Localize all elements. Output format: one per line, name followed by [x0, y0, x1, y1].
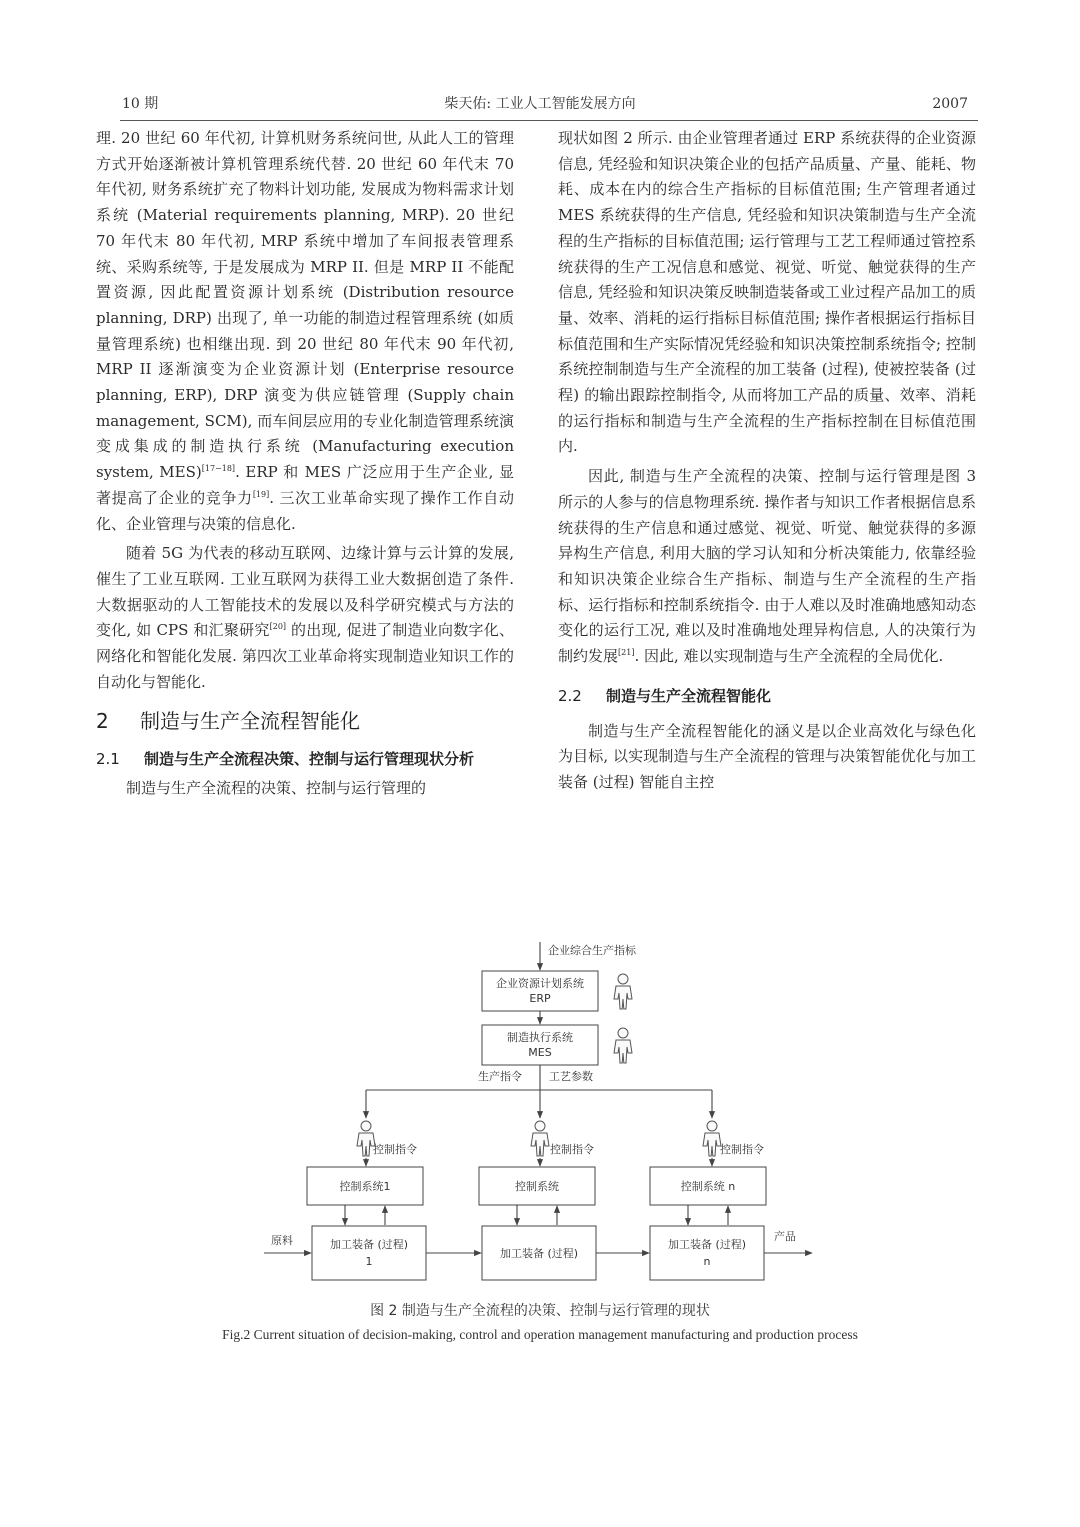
- process-parameters-label: 工艺参数: [549, 1070, 593, 1083]
- control-command-label: 控制指令: [373, 1143, 417, 1156]
- header-rule: [120, 120, 978, 121]
- issue-number: 10 期: [122, 96, 159, 112]
- running-title: 柴天佑: 工业人工智能发展方向: [444, 96, 636, 112]
- production-manager-person-icon: [614, 1028, 632, 1063]
- paragraph: 因此, 制造与生产全流程的决策、控制与运行管理是图 3 所示的人参与的信息物理系统. 操作者与知识工作者根据信息系统获得的生产信息和通过感觉、视觉、听觉、触觉获得的多源异构生产信息, 利用大脑的学习认知和分析决策能力, 依靠经验和知识决策企业综合生产指标、制造与生产全流程的生产指标、运行指标和控制系统指令. 由于人难以及时准确地感知动态变化的运行工况, 难以及时准确地处理异构信息, 人的决策行为制约发展[21]. 因此, 难以实现制造与生产全流程的全局优化.: [558, 467, 976, 666]
- page-number: 2007: [932, 96, 968, 112]
- product-label: 产品: [774, 1230, 796, 1243]
- citation: [17−18]: [201, 464, 236, 474]
- paragraph: 制造与生产全流程的决策、控制与运行管理的: [126, 779, 427, 798]
- citation: [21]: [618, 648, 635, 658]
- control-system-n-label: 控制系统 n: [680, 1180, 736, 1193]
- mes-abbr: MES: [528, 1046, 552, 1059]
- operator-person-icon: [703, 1121, 721, 1156]
- paragraph: 制造与生产全流程智能化的涵义是以企业高效化与绿色化为目标, 以实现制造与生产全流程的管理与决策智能优化与加工装备 (过程) 智能自主控: [558, 721, 976, 792]
- top-input-label: 企业综合生产指标: [548, 944, 636, 957]
- raw-material-label: 原料: [271, 1234, 293, 1247]
- subsection-heading: 2.1 制造与生产全流程决策、控制与运行管理现状分析: [96, 750, 475, 769]
- control-system-2-label: 控制系统: [515, 1180, 559, 1193]
- subsection-heading: 2.2 制造与生产全流程智能化: [558, 686, 772, 705]
- paragraph: 随着 5G 为代表的移动互联网、边缘计算与云计算的发展, 催生了工业互联网. 工业互联网为获得工业大数据创造了条件. 大数据驱动的人工智能技术的发展以及科学研究模式与方法的变化, 如 CPS 和汇聚研究[20] 的出现, 促进了制造业向数字化、网络化和智能化发展. 第四次工业革命将实现制造业知识工作的自动化与智能化.: [96, 544, 514, 691]
- equipment-n-label: 加工装备 (过程): [667, 1238, 747, 1251]
- right-column: [558, 126, 976, 796]
- equipment-1-box: [312, 1226, 426, 1280]
- equipment-n-index: n: [703, 1255, 711, 1268]
- control-command-label: 控制指令: [720, 1143, 764, 1156]
- control-system-1-label: 控制系统1: [339, 1180, 391, 1193]
- erp-abbr: ERP: [529, 992, 551, 1005]
- figure-caption-en: Fig.2 Current situation of decision-making, control and operation management manufacturing and production process: [222, 1327, 858, 1342]
- paragraph: 现状如图 2 所示. 由企业管理者通过 ERP 系统获得的企业资源信息, 凭经验和知识决策企业的包括产品质量、产量、能耗、物耗、成本在内的综合生产指标的目标值范围; 生产管理者通过 MES 系统获得的生产信息, 凭经验和知识决策制造与生产全流程的生产指标的目标值范围; 运行管理与工艺工程师通过管控系统获得的生产工况信息和感觉、视觉、听觉、触觉获得的生产信息, 凭经验和知识决策反映制造装备或工业过程产品加工的质量、效率、消耗的运行指标目标值范围; 操作者根据运行指标目标值范围和生产实际情况凭经验和知识决策控制系统指令; 控制系统控制制造与生产全流程的加工装备 (过程), 使被控装备 (过程) 的输出跟踪控制指令, 从而将加工产品的质量、效率、消耗的运行指标和制造与生产全流程的生产指标控制在目标值范围内.: [558, 129, 976, 456]
- equipment-n-box: [650, 1226, 764, 1280]
- operator-person-icon: [531, 1121, 549, 1156]
- citation: [19]: [252, 489, 270, 499]
- figure-caption-cn: 图 2 制造与生产全流程的决策、控制与运行管理的现状: [370, 1303, 710, 1319]
- mes-label: 制造执行系统: [507, 1031, 573, 1044]
- left-column: [96, 126, 514, 802]
- erp-label: 企业资源计划系统: [496, 977, 584, 990]
- section-heading: 2 制造与生产全流程智能化: [96, 709, 360, 734]
- control-command-label: 控制指令: [550, 1143, 594, 1156]
- equipment-2-label: 加工装备 (过程): [499, 1247, 579, 1260]
- figure-2: [0, 938, 1080, 1358]
- manager-person-icon: [614, 974, 632, 1009]
- paragraph: 理. 20 世纪 60 年代初, 计算机财务系统问世, 从此人工的管理方式开始逐渐被计算机管理系统代替. 20 世纪 60 年代末 70 年代初, 财务系统扩充了物料计划功能, 发展成为物料需求计划系统 (Material requirements planning, MRP). 20 世纪 70 年代末 80 年代初, MRP 系统中增加了车间报表管理系统、采购系统等, 于是发展成为 MRP II. 但是 MRP II 不能配置资源, 因此配置资源计划系统 (Distribution resource planning, DRP) 出现了, 单一功能的制造过程管理系统 (如质量管理系统) 也相继出现. 到 20 世纪 80 年代末 90 年代初, MRP II 逐渐演变为企业资源计划 (Enterprise resource planning, ERP), DRP 演变为供应链管理 (Supply chain management, SCM), 而车间层应用的专业化制造管理系统演变成集成的制造执行系统 (Manufacturing execution system, MES)[17−18]. ERP 和 MES 广泛应用于生产企业, 显著提高了企业的竞争力[19]. 三次工业革命实现了操作工作自动化、企业管理与决策的信息化.: [96, 129, 514, 533]
- equipment-1-index: 1: [365, 1255, 373, 1268]
- production-command-label: 生产指令: [478, 1070, 522, 1083]
- citation: [20]: [269, 622, 287, 632]
- equipment-1-label: 加工装备 (过程): [329, 1238, 409, 1251]
